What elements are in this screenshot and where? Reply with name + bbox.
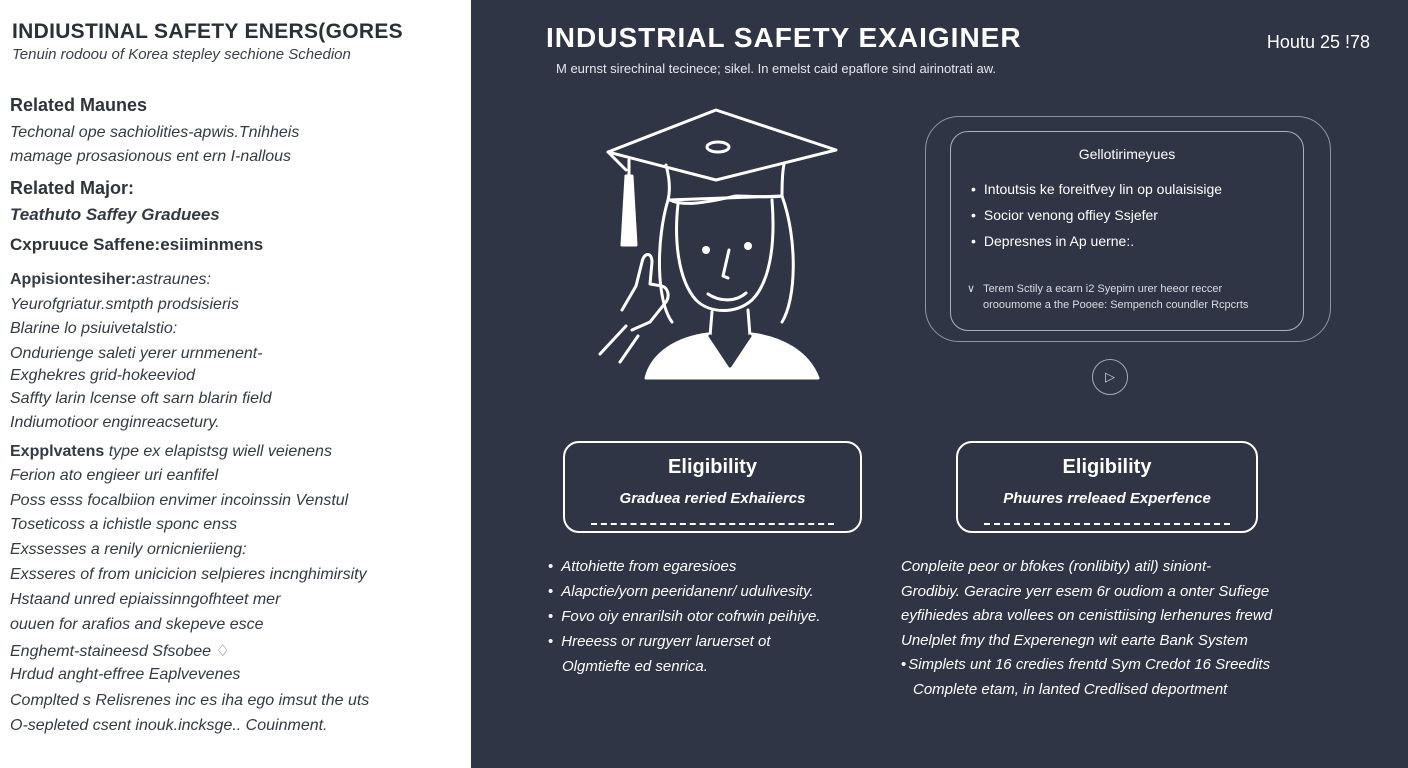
eligibility-subtitle: Graduea reried Exhaiiercs — [619, 490, 806, 507]
related-major-heading: Related Major: — [10, 178, 135, 198]
graduate-illustration — [586, 100, 846, 390]
graduates-requirements-list — [548, 557, 821, 682]
expo-heading — [10, 443, 332, 461]
application-line: Blarine lo psiuivetalstio: — [10, 320, 178, 337]
eligibility-title: Eligibility — [668, 456, 757, 478]
dashed-divider — [591, 523, 834, 525]
eligibility-box-graduates[interactable] — [563, 441, 862, 533]
date-label: Houtu 25 !78 — [1266, 32, 1370, 52]
expo-line — [10, 641, 230, 661]
expo-line: Ferion ato engieer uri eanfifel — [10, 467, 219, 484]
info-card-bullet: • Depresnes in Ap uerne:. — [971, 232, 1222, 258]
applications-heading-bold: Appisiontesiher: — [10, 271, 137, 288]
related-maunes-line: mamage prosasionous ent ern I-nallous — [10, 148, 292, 165]
play-icon: ▷ — [1105, 369, 1115, 384]
expo-heading-rest: type ex elapistsg wiell veienens — [108, 443, 332, 460]
application-line: Saffty larin lcense oft sarn blarin field — [10, 390, 272, 407]
expo-line: Hstaand unred epiaissinngofhteet mer — [10, 591, 281, 608]
expo-line: Toseticoss a ichistle sponc enss — [10, 516, 238, 533]
list-item: • Fovo oiy enrarilsih otor cofrwin peihiye. — [548, 607, 821, 632]
info-card-heading: Gellotirimeyues — [1078, 146, 1176, 162]
list-item: • Alapctie/yorn peeridanenr/ udulivesity. — [548, 582, 821, 607]
left-title: INDIUSTINAL SAFETY ENERS(GORES — [12, 20, 403, 43]
left-panel — [0, 0, 471, 768]
info-card-bullet: • Intoutsis ke foreitfvey lin op oulaisisige — [971, 180, 1222, 206]
list-item: Conpleite peor or bfokes (ronlibity) atil) siniont- — [901, 558, 1212, 575]
diamond-icon: ♢ — [215, 643, 230, 660]
info-card-note-line: orooumome a the Pooee: Sempench coundler Rcpcrts — [983, 299, 1249, 311]
list-item-continuation: Olgmtiefte ed senrica. — [562, 658, 708, 675]
list-item: • Attohiette from egaresioes — [548, 557, 821, 582]
chevron-down-icon[interactable]: ∨ — [967, 283, 976, 295]
info-card-bullets — [971, 180, 1222, 258]
eligibility-title: Eligibility — [1062, 456, 1152, 478]
expo-line: Poss esss focalbiion envimer incoinssin Venstul — [10, 492, 349, 509]
dashed-divider — [984, 523, 1230, 525]
experience-requirements-list — [901, 557, 1272, 704]
list-item: • Simplets unt 16 credies frentd Sym Credot 16 Sreedits — [901, 655, 1272, 680]
applications-heading-rest: astraunes: — [136, 271, 211, 288]
mortarboard-icon — [608, 110, 836, 180]
expo-line-text: Enghemt-staineesd Sfsobee — [10, 643, 212, 660]
info-card-bullet: • Socior venong offiey Ssjefer — [971, 206, 1222, 232]
info-card-note — [967, 281, 1248, 313]
major-line: Cxpruuce Saffene:esiiminmens — [10, 235, 264, 254]
expo-line: O-sepleted csent inouk.incksge.. Couinment. — [10, 717, 328, 734]
info-card-note-line: Terem Sctily a ecarn i2 Syepirn urer heeor reccer — [983, 283, 1223, 295]
application-line: Indiumotioor enginreacsetury. — [10, 414, 220, 431]
list-item: eyfihiedes abra vollees on cenisttiising lerhenures frewd — [901, 607, 1273, 624]
eligibility-subtitle: Phuures rreleaed Experfence — [1003, 490, 1211, 507]
list-item: Unelplet fmy thd Experenegn wit earte Bank System — [901, 631, 1248, 649]
expo-line: Exssesses a renily ornicnieriieng: — [10, 541, 247, 558]
application-line: Exghekres grid-hokeeviod — [10, 367, 195, 384]
play-button[interactable] — [1092, 359, 1128, 395]
list-item-continuation: Complete etam, in lanted Credlised deportment — [913, 680, 1228, 698]
list-item: • Hreeess or rurgyerr laruerset ot — [548, 632, 821, 657]
main-subtitle: M eurnst sirechinal tecinece; sikel. In emelst caid epaflore sind airinotrati aw. — [556, 61, 997, 76]
application-line: Yeurofgriatur.smtpth prodsisieris — [10, 296, 239, 313]
major-line: Teathuto Saffey Graduees — [10, 205, 220, 224]
application-line: Ondurienge saleti yerer urnmenent- — [10, 345, 263, 362]
main-title: INDUSTRIAL SAFETY EXAIGINER — [546, 22, 1022, 53]
list-item: Grodibiy. Geracire yerr esem 6r oudiom a onter Sufiege — [901, 582, 1270, 600]
expo-line: ouuen for arafios and skepeve esce — [10, 616, 264, 633]
applications-heading — [10, 271, 211, 289]
eligibility-box-experience[interactable] — [956, 441, 1258, 533]
related-maunes-heading: Related Maunes — [10, 95, 148, 115]
expo-line: Complted s Relisrenes inc es iha ego imsut the uts — [10, 692, 370, 709]
left-subtitle: Tenuin rodoou of Korea stepley sechione Schedion — [12, 46, 351, 63]
right-panel — [471, 0, 1408, 768]
expo-line: Exsseres of from unicicion selpieres incnghimirsity — [10, 566, 367, 583]
expo-line: Hrdud anght-effree Eaplvevenes — [10, 666, 241, 683]
related-maunes-line: Techonal ope sachiolities-apwis.Tnihheis — [10, 124, 300, 141]
expo-heading-bold: Expplvatens — [10, 443, 105, 460]
